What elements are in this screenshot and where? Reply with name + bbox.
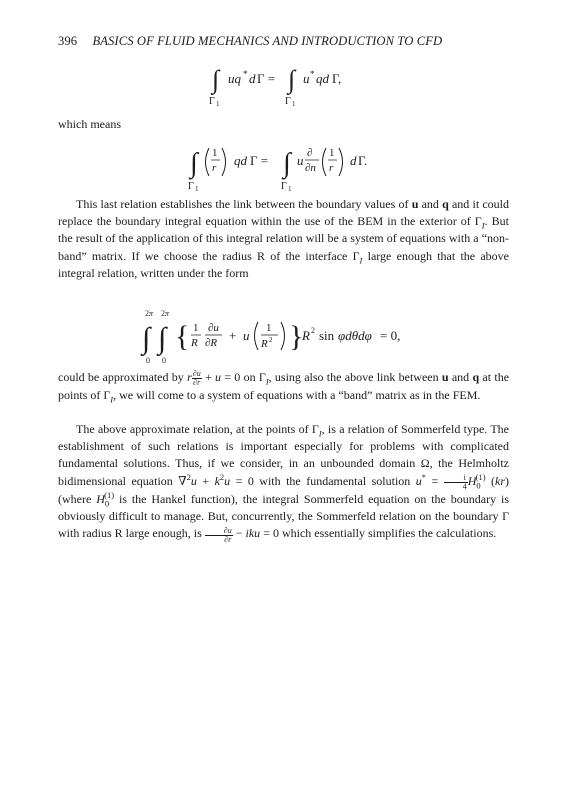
svg-text:*: * — [310, 69, 315, 79]
svg-text:d: d — [350, 153, 357, 168]
svg-text:1: 1 — [266, 322, 272, 334]
svg-text:u: u — [243, 328, 250, 343]
svg-text:∫: ∫ — [142, 322, 151, 355]
svg-text:π: π — [165, 309, 170, 318]
paragraph-1: This last relation establishes the link between the boundary values of u and q and it could replace the boundary integral equation within the use of the BEM in the exterior of $\Gamma_I$. But the result of the application of this integral relation will be a system of equations with a “non-band” matrix. If we choose the radius R of the interface $\Gamma_I$ large enough that the above integral relation, written under the form — [58, 197, 510, 280]
svg-text:∂R: ∂R — [205, 337, 218, 349]
svg-text:}: } — [289, 320, 304, 353]
svg-text:Γ: Γ — [281, 181, 287, 192]
svg-text:∫: ∫ — [190, 148, 198, 179]
svg-text:*: * — [243, 69, 248, 79]
svg-text:∫: ∫ — [158, 322, 167, 355]
svg-text:u: u — [297, 153, 304, 168]
svg-text:1: 1 — [195, 185, 199, 193]
p1-line-5: matrix. If we choose the radius R of the interface Γ — [91, 248, 360, 263]
svg-text:sin: sin — [319, 328, 335, 343]
svg-text:R: R — [302, 328, 310, 343]
p1-line-4: of this integral relation will be a system of equations with a “non-band” — [58, 231, 510, 263]
equation-reciprocity — [0, 60, 565, 110]
svg-text:0: 0 — [162, 356, 166, 365]
svg-text:qd: qd — [316, 71, 329, 86]
svg-text:R: R — [261, 338, 268, 350]
svg-text:d: d — [249, 71, 256, 86]
svg-text:φdθdφ: φdθdφ — [338, 328, 372, 343]
svg-text:∫: ∫ — [212, 65, 220, 94]
p1-line-6: the above integral relation, written under the form — [58, 248, 510, 280]
svg-text:∂n: ∂n — [305, 162, 316, 174]
p1-line-3: use of the BEM in the exterior of Γ — [304, 214, 482, 229]
svg-text:∂: ∂ — [307, 147, 313, 159]
svg-text:2: 2 — [311, 326, 315, 335]
svg-text:+: + — [229, 328, 237, 343]
text-which-means: which means — [58, 117, 121, 131]
p1-line-2: could replace the boundary integral equation within the — [58, 197, 510, 229]
svg-text:2: 2 — [161, 309, 165, 318]
paragraph-3: The above approximate relation, at the points of $\Gamma_I$, is a relation of Sommerfeld type. The establishment of such relations is important especially for problems with complicated fundamental solutions. Thus, if we consider, in an unbounded domain Ω, the Helmholtz bidimensional equation $\nabla^2u + k^2u = 0$ with the fundamental solution u* = $\frac{i}{4}$ $H_0^{(1)}$ (kr) (where $H_0^{(1)}$ is the Hankel function), the integral Sommerfeld equation on the boundary is obviously difficult to manage. But, concurrently, the Sommerfeld relation on the boundary Γ with radius R large enough, is $\frac{\partial u}{\partial r}$ − iku = 0 which essentially simplifies the calculations. — [58, 422, 510, 544]
svg-text:Γ =: Γ = — [257, 71, 276, 86]
svg-text:= 0,: = 0, — [380, 328, 401, 343]
svg-text:2: 2 — [145, 309, 149, 318]
svg-text:1: 1 — [292, 100, 296, 108]
svg-text:Γ: Γ — [209, 96, 215, 107]
paragraph-2: could be approximated by r $\frac{\partial u}{\partial r}$ + u = 0 on $\Gamma_I$, using also the above link between u and q at the points of $\Gamma_I$, we will come to a system of equations with a “band” matrix as in the FEM. — [58, 369, 510, 405]
svg-text:1: 1 — [288, 185, 292, 193]
p1-line-1: This last relation establishes the link between the boundary values of — [76, 197, 409, 211]
svg-text:r: r — [212, 162, 217, 174]
svg-text:Γ.: Γ. — [358, 153, 368, 168]
running-header — [58, 34, 518, 49]
svg-text:∂u: ∂u — [208, 322, 219, 334]
svg-text:R: R — [191, 337, 198, 349]
svg-text:1: 1 — [216, 100, 220, 108]
svg-text:{: { — [175, 320, 190, 353]
svg-text:1: 1 — [193, 322, 199, 334]
svg-text:Γ: Γ — [188, 181, 194, 192]
svg-text:uq: uq — [228, 71, 241, 86]
svg-text:Γ,: Γ, — [332, 71, 342, 86]
svg-text:π: π — [149, 309, 154, 318]
svg-text:1: 1 — [329, 147, 335, 159]
equation-double-integral — [0, 304, 565, 366]
svg-text:u: u — [303, 71, 310, 86]
svg-text:∫: ∫ — [288, 65, 296, 94]
svg-text:2: 2 — [269, 336, 273, 344]
page-number: 396 — [58, 34, 78, 48]
equation-limit-relation — [0, 136, 565, 194]
svg-text:Γ =: Γ = — [250, 153, 269, 168]
running-title: BASICS OF FLUID MECHANICS AND INTRODUCTION TO CFD — [92, 34, 443, 48]
svg-text:r: r — [329, 162, 334, 174]
svg-text:0: 0 — [146, 356, 150, 365]
svg-text:Γ: Γ — [285, 96, 291, 107]
svg-text:∫: ∫ — [283, 148, 291, 179]
svg-text:1: 1 — [212, 147, 218, 159]
svg-text:qd: qd — [234, 153, 247, 168]
